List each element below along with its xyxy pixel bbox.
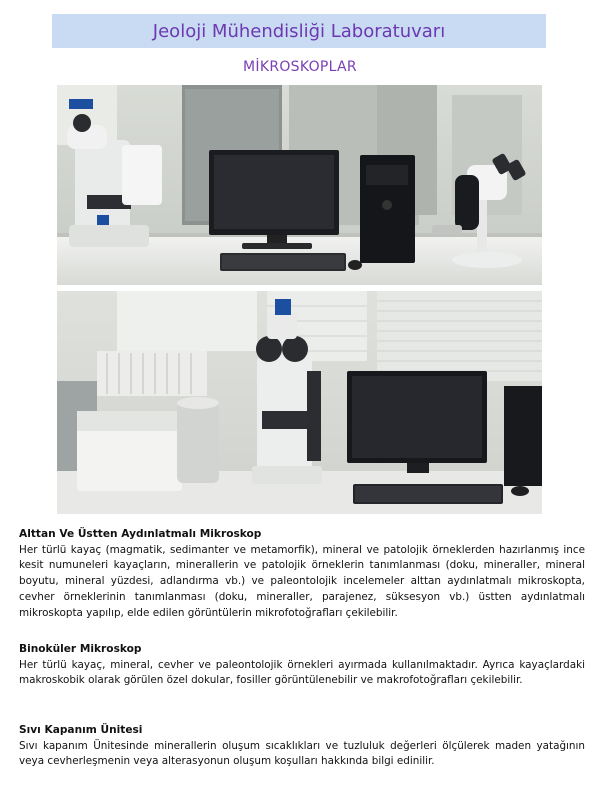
section-heading: Sıvı Kapanım Ünitesi	[19, 724, 143, 736]
section-fluid-inclusion-unit	[19, 723, 585, 770]
section-heading: Alttan Ve Üstten Aydınlatmalı Mikroskop	[19, 528, 262, 540]
section-body: Sıvı kapanım Ünitesinde minerallerin oluşum sıcaklıkları ve tuzluluk değerleri ölçülerek maden yatağının veya cevherleşmenin veya alterasyonun oluşum koşulları hakkında bilgi edinilir.	[19, 739, 585, 768]
section-body: Her türlü kayaç (magmatik, sedimanter ve metamorfik), mineral ve patolojik örneklerden hazırlanmış ince kesit numuneleri kayaçların, minerallerin ve patolojik örneklerin tanımlanması (doku, mineraller, mineral boyutu, mineral yüzdesi, adlandırma vb.) ve paleontolojik incelemeler alttan aydınlatmalı mikroskopta, cevher örneklerinin tanımlanması (doku, mineraller, parajenez, süksesyon vb.) üstten aydınlatmalı mikroskopta yapılıp, elde edilen görüntülerin mikrofotoğrafları çekilebilir.	[19, 543, 585, 619]
page-title: Jeoloji Mühendisliği Laboratuvarı	[152, 20, 446, 42]
page-title-banner	[52, 14, 546, 48]
lab-photo-microscopes-bench	[57, 85, 542, 285]
section-binocular-microscope	[19, 642, 585, 689]
section-body: Her türlü kayaç, mineral, cevher ve paleontolojik örnekleri ayırmada kullanılmaktadır. Ayrıca kayaçlardaki makroskobik olarak görülen özel dokular, fosiller görüntülenebilir ve makrofotoğrafları çekilebilir.	[19, 658, 585, 687]
page-subtitle: MİKROSKOPLAR	[243, 59, 357, 75]
section-reflected-transmitted-microscope	[19, 527, 585, 621]
lab-photo-microscope-fluid-inclusion	[57, 291, 542, 514]
section-heading: Binoküler Mikroskop	[19, 643, 142, 655]
